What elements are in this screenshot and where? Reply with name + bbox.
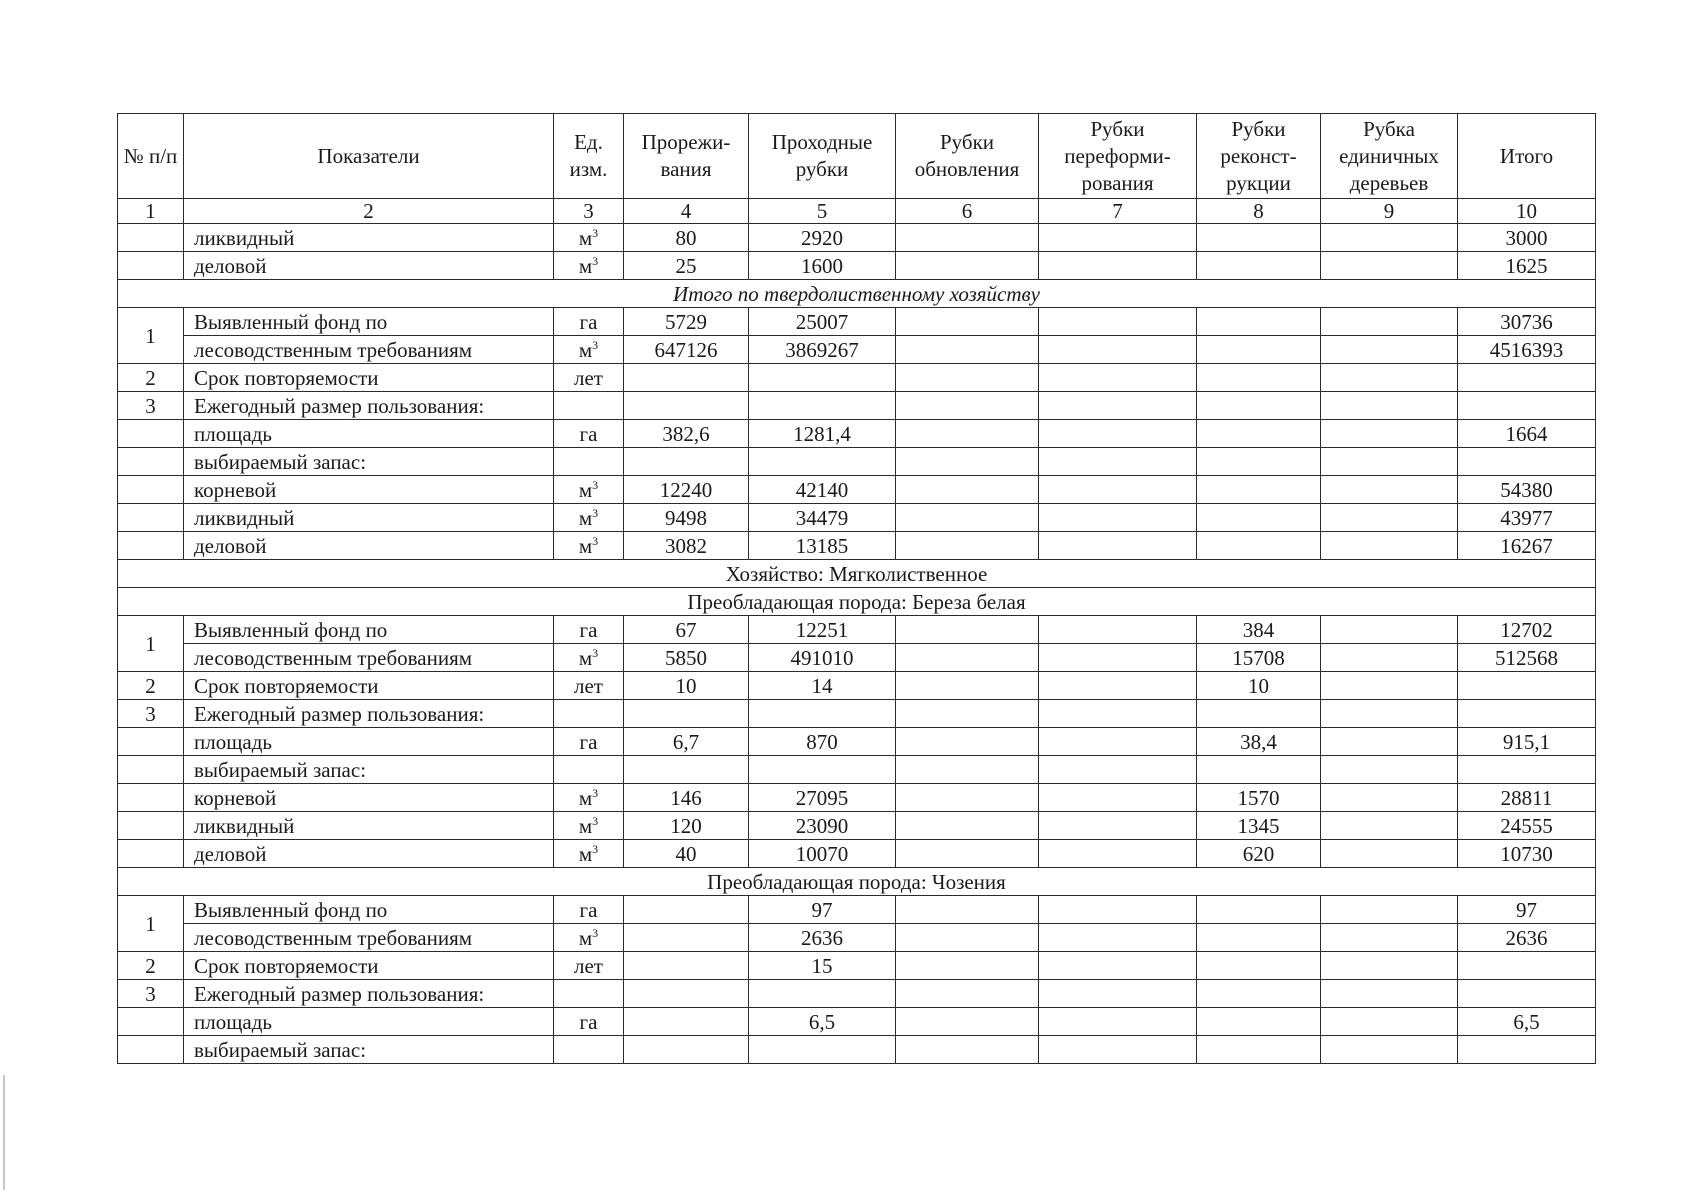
- row-label: площадь: [184, 420, 554, 448]
- column-number: 5: [749, 199, 896, 224]
- row-label: площадь: [184, 1008, 554, 1036]
- header-passing-felling: Проходные рубки: [749, 114, 896, 199]
- row-label: ликвидный: [184, 504, 554, 532]
- section-title-row: [118, 280, 1596, 308]
- total-cell: 28811: [1458, 784, 1596, 812]
- total-cell: 16267: [1458, 532, 1596, 560]
- row-number: 1: [118, 308, 184, 364]
- scan-edge-mark: [3, 1075, 5, 1190]
- row-number: 3: [118, 980, 184, 1008]
- column-number: 4: [624, 199, 749, 224]
- unit-cell: га: [554, 308, 624, 336]
- value-cell: 10: [624, 672, 749, 700]
- value-cell: 14: [749, 672, 896, 700]
- table-row: [118, 336, 1596, 364]
- value-cell: 13185: [749, 532, 896, 560]
- table-row: [118, 420, 1596, 448]
- total-cell: 54380: [1458, 476, 1596, 504]
- section-title: Преобладающая порода: Береза белая: [118, 588, 1596, 616]
- total-cell: 2636: [1458, 924, 1596, 952]
- total-cell: 30736: [1458, 308, 1596, 336]
- table-row: [118, 364, 1596, 392]
- section-title: Преобладающая порода: Чозения: [118, 868, 1596, 896]
- table-row: [118, 504, 1596, 532]
- column-number: 9: [1321, 199, 1458, 224]
- row-label: Ежегодный размер пользования:: [184, 392, 554, 420]
- row-number: 3: [118, 392, 184, 420]
- unit-cell: га: [554, 896, 624, 924]
- table-row: [118, 252, 1596, 280]
- value-cell: [624, 924, 749, 952]
- unit-cell: $м^3$: [554, 224, 624, 252]
- value-cell: 67: [624, 616, 749, 644]
- value-cell: [1197, 924, 1321, 952]
- row-label: деловой: [184, 532, 554, 560]
- row-label: ликвидный: [184, 224, 554, 252]
- row-label: ликвидный: [184, 812, 554, 840]
- value-cell: 2920: [749, 224, 896, 252]
- row-label: Срок повторяемости: [184, 672, 554, 700]
- column-number-row: [118, 199, 1596, 224]
- section-title-row: [118, 560, 1596, 588]
- section-title-row: [118, 868, 1596, 896]
- value-cell: 384: [1197, 616, 1321, 644]
- table-row: [118, 924, 1596, 952]
- table-row: [118, 700, 1596, 728]
- value-cell: 40: [624, 840, 749, 868]
- value-cell: [1197, 308, 1321, 336]
- header-indicator: Показатели: [184, 114, 554, 199]
- value-cell: 12240: [624, 476, 749, 504]
- table-row: [118, 1036, 1596, 1064]
- value-cell: [624, 1008, 749, 1036]
- value-cell: 491010: [749, 644, 896, 672]
- unit-cell: га: [554, 728, 624, 756]
- value-cell: 80: [624, 224, 749, 252]
- value-cell: [1197, 364, 1321, 392]
- total-cell: 915,1: [1458, 728, 1596, 756]
- value-cell: 25: [624, 252, 749, 280]
- table-row: [118, 812, 1596, 840]
- value-cell: 1281,4: [749, 420, 896, 448]
- header-thinning: Прорежи- вания: [624, 114, 749, 199]
- value-cell: 34479: [749, 504, 896, 532]
- household-title: Хозяйство: Мягколиственное: [118, 560, 1596, 588]
- total-cell: 97: [1458, 896, 1596, 924]
- table-row: [118, 784, 1596, 812]
- column-number: 6: [896, 199, 1039, 224]
- unit-cell: $м^3$: [554, 252, 624, 280]
- value-cell: 25007: [749, 308, 896, 336]
- table-row: [118, 952, 1596, 980]
- row-label: лесоводственным требованиям: [184, 924, 554, 952]
- row-label: Срок повторяемости: [184, 364, 554, 392]
- table-row: [118, 728, 1596, 756]
- value-cell: 97: [749, 896, 896, 924]
- unit-cell: $м^3$: [554, 644, 624, 672]
- header-num: № п/п: [118, 114, 184, 199]
- section-title: Итого по твердолиственному хозяйству: [118, 280, 1596, 308]
- unit-cell: $м^3$: [554, 924, 624, 952]
- unit-cell: $м^3$: [554, 504, 624, 532]
- total-cell: 4516393: [1458, 336, 1596, 364]
- row-label: Выявленный фонд по: [184, 616, 554, 644]
- table-row: [118, 308, 1596, 336]
- column-number: 10: [1458, 199, 1596, 224]
- value-cell: 3869267: [749, 336, 896, 364]
- total-cell: 24555: [1458, 812, 1596, 840]
- row-label: площадь: [184, 728, 554, 756]
- table-row: [118, 756, 1596, 784]
- total-cell: 1664: [1458, 420, 1596, 448]
- value-cell: 15708: [1197, 644, 1321, 672]
- value-cell: [1197, 952, 1321, 980]
- table-row: [118, 532, 1596, 560]
- value-cell: 1345: [1197, 812, 1321, 840]
- row-label: деловой: [184, 252, 554, 280]
- column-number: 8: [1197, 199, 1321, 224]
- total-cell: 6,5: [1458, 1008, 1596, 1036]
- column-number: 2: [184, 199, 554, 224]
- header-reformation-felling: Рубки переформи- рования: [1039, 114, 1197, 199]
- value-cell: 3082: [624, 532, 749, 560]
- row-label: Выявленный фонд по: [184, 896, 554, 924]
- value-cell: [1197, 420, 1321, 448]
- value-cell: 382,6: [624, 420, 749, 448]
- table-row: [118, 1008, 1596, 1036]
- value-cell: 10: [1197, 672, 1321, 700]
- value-cell: 5850: [624, 644, 749, 672]
- table-row: [118, 672, 1596, 700]
- value-cell: [749, 364, 896, 392]
- unit-cell: лет: [554, 364, 624, 392]
- table-row: [118, 980, 1596, 1008]
- row-number: 3: [118, 700, 184, 728]
- value-cell: 42140: [749, 476, 896, 504]
- value-cell: 146: [624, 784, 749, 812]
- value-cell: 10070: [749, 840, 896, 868]
- value-cell: 15: [749, 952, 896, 980]
- header-reconstruction-felling: Рубки реконст- рукции: [1197, 114, 1321, 199]
- value-cell: 6,5: [749, 1008, 896, 1036]
- table-row: [118, 448, 1596, 476]
- value-cell: 2636: [749, 924, 896, 952]
- header-single-tree-felling: Рубка единичных деревьев: [1321, 114, 1458, 199]
- row-label: выбираемый запас:: [184, 756, 554, 784]
- value-cell: 12251: [749, 616, 896, 644]
- value-cell: [1197, 1008, 1321, 1036]
- value-cell: [624, 952, 749, 980]
- header-unit: Ед. изм.: [554, 114, 624, 199]
- value-cell: 38,4: [1197, 728, 1321, 756]
- unit-cell: $м^3$: [554, 476, 624, 504]
- row-number: 2: [118, 672, 184, 700]
- column-number: 7: [1039, 199, 1197, 224]
- row-number: 1: [118, 616, 184, 672]
- value-cell: 620: [1197, 840, 1321, 868]
- table-row: [118, 644, 1596, 672]
- value-cell: 870: [749, 728, 896, 756]
- total-cell: 10730: [1458, 840, 1596, 868]
- row-label: Срок повторяемости: [184, 952, 554, 980]
- value-cell: 120: [624, 812, 749, 840]
- row-label: выбираемый запас:: [184, 448, 554, 476]
- table-row: [118, 896, 1596, 924]
- row-label: Ежегодный размер пользования:: [184, 700, 554, 728]
- row-label: выбираемый запас:: [184, 1036, 554, 1064]
- total-cell: 512568: [1458, 644, 1596, 672]
- column-number: 1: [118, 199, 184, 224]
- table-header-row: [118, 114, 1596, 199]
- unit-cell: лет: [554, 672, 624, 700]
- total-cell: 43977: [1458, 504, 1596, 532]
- value-cell: 27095: [749, 784, 896, 812]
- row-label: корневой: [184, 476, 554, 504]
- row-label: Ежегодный размер пользования:: [184, 980, 554, 1008]
- felling-volume-table: [117, 113, 1596, 1064]
- table-row: [118, 224, 1596, 252]
- unit-cell: $м^3$: [554, 784, 624, 812]
- value-cell: 23090: [749, 812, 896, 840]
- section-title-row: [118, 588, 1596, 616]
- header-renewal-felling: Рубки обновления: [896, 114, 1039, 199]
- row-number: 2: [118, 952, 184, 980]
- unit-cell: га: [554, 420, 624, 448]
- unit-cell: $м^3$: [554, 840, 624, 868]
- row-label: лесоводственным требованиям: [184, 644, 554, 672]
- unit-cell: га: [554, 616, 624, 644]
- value-cell: 9498: [624, 504, 749, 532]
- total-cell: 3000: [1458, 224, 1596, 252]
- value-cell: [624, 364, 749, 392]
- value-cell: 1570: [1197, 784, 1321, 812]
- unit-cell: $м^3$: [554, 812, 624, 840]
- value-cell: 6,7: [624, 728, 749, 756]
- table-row: [118, 476, 1596, 504]
- header-total: Итого: [1458, 114, 1596, 199]
- value-cell: [1197, 504, 1321, 532]
- column-number: 3: [554, 199, 624, 224]
- table-row: [118, 840, 1596, 868]
- total-cell: 12702: [1458, 616, 1596, 644]
- value-cell: [1197, 896, 1321, 924]
- value-cell: 647126: [624, 336, 749, 364]
- row-label: Выявленный фонд по: [184, 308, 554, 336]
- value-cell: [1197, 532, 1321, 560]
- row-label: корневой: [184, 784, 554, 812]
- value-cell: [1197, 476, 1321, 504]
- unit-cell: $м^3$: [554, 336, 624, 364]
- value-cell: 5729: [624, 308, 749, 336]
- table-row: [118, 392, 1596, 420]
- row-number: 1: [118, 896, 184, 952]
- unit-cell: га: [554, 1008, 624, 1036]
- total-cell: 1625: [1458, 252, 1596, 280]
- value-cell: 1600: [749, 252, 896, 280]
- row-label: деловой: [184, 840, 554, 868]
- unit-cell: лет: [554, 952, 624, 980]
- value-cell: [1197, 336, 1321, 364]
- table-row: [118, 616, 1596, 644]
- unit-cell: $м^3$: [554, 532, 624, 560]
- value-cell: [624, 896, 749, 924]
- row-number: 2: [118, 364, 184, 392]
- row-label: лесоводственным требованиям: [184, 336, 554, 364]
